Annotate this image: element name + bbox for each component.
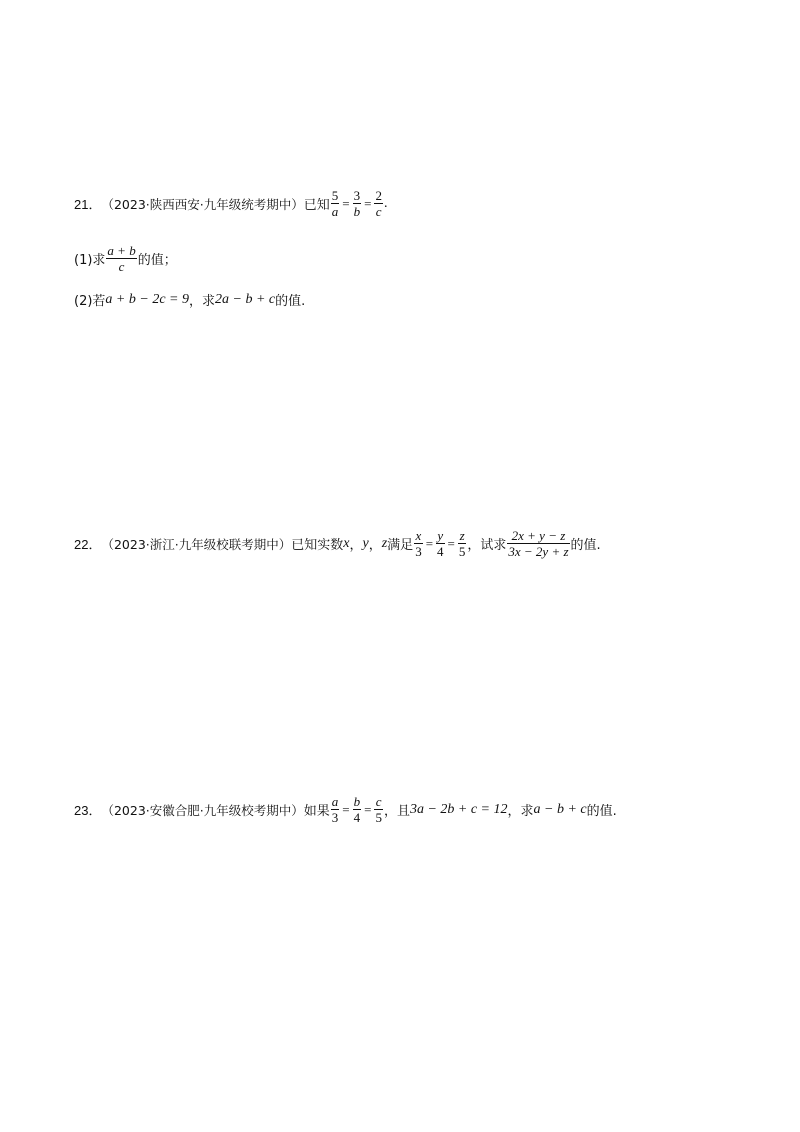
question-21-part-2 <box>74 290 305 309</box>
fraction <box>353 188 362 219</box>
question-text: ，求 <box>507 804 534 819</box>
part-text: 的值. <box>275 294 306 309</box>
question-text: 如果 <box>303 804 330 819</box>
numerator: y <box>437 528 444 543</box>
question-text: 已知实数 <box>291 538 344 553</box>
target-expression: a − b + c <box>533 801 587 817</box>
fraction <box>353 794 362 825</box>
variable: x <box>343 535 350 551</box>
numerator: b <box>353 794 361 809</box>
question-source: （2023·浙江·九年级校联考期中） <box>101 536 292 552</box>
part-label: (1)求 <box>74 253 106 268</box>
denominator: 3 <box>331 810 339 825</box>
part-text: 的值； <box>137 253 177 268</box>
numerator: z <box>459 528 465 543</box>
comma: ， <box>349 538 363 553</box>
fraction <box>106 243 136 274</box>
question-number: 21． <box>74 197 102 212</box>
comma: ， <box>368 538 382 553</box>
fraction <box>458 528 467 559</box>
numerator: c <box>375 794 382 809</box>
equals-sign: = <box>447 535 455 551</box>
equals-sign: = <box>342 195 350 211</box>
denominator: 3x − 2y + z <box>508 544 569 559</box>
question-source: （2023·陕西西安·九年级统考期中） <box>101 196 304 212</box>
question-text: ，且 <box>383 804 410 819</box>
condition-equation: a + b − 2c = 9 <box>105 291 189 307</box>
numerator: 5 <box>331 188 339 203</box>
question-number: 22． <box>74 537 102 552</box>
question-text: 的值. <box>586 804 617 819</box>
question-21 <box>74 188 387 219</box>
question-23 <box>74 794 617 825</box>
fraction <box>507 528 569 559</box>
equals-sign: = <box>425 535 434 551</box>
question-text: ，试求 <box>467 538 507 553</box>
equals-sign: = <box>364 195 372 211</box>
question-number: 23． <box>74 803 102 818</box>
numerator: a + b <box>107 243 136 258</box>
equals-sign: = <box>364 801 372 817</box>
denominator: b <box>353 204 361 219</box>
numerator: 3 <box>353 188 361 203</box>
variable: y <box>362 535 369 551</box>
question-22 <box>74 528 601 559</box>
fraction <box>331 188 340 219</box>
fraction <box>414 528 423 559</box>
denominator: c <box>375 204 382 219</box>
variable: z <box>381 535 388 551</box>
fraction <box>374 188 383 219</box>
question-text: 的值. <box>570 538 601 553</box>
numerator: x <box>415 528 422 543</box>
part-label: (2)若 <box>74 294 106 309</box>
denominator: 3 <box>415 544 422 559</box>
denominator: a <box>331 204 339 219</box>
condition-equation: 3a − 2b + c = 12 <box>409 801 508 817</box>
denominator: 5 <box>458 544 466 559</box>
numerator: 2x + y − z <box>511 528 566 543</box>
question-21-part-1 <box>74 243 177 274</box>
equals-sign: = <box>342 801 350 817</box>
period: . <box>383 195 388 211</box>
denominator: 4 <box>353 810 361 825</box>
question-text: 已知 <box>303 198 330 213</box>
target-expression: 2a − b + c <box>215 291 276 307</box>
part-text: ，求 <box>188 294 215 309</box>
denominator: 5 <box>375 810 382 825</box>
numerator: 2 <box>375 188 382 203</box>
fraction <box>331 794 340 825</box>
fraction <box>374 794 383 825</box>
question-source: （2023·安徽合肥·九年级校考期中） <box>101 802 304 818</box>
numerator: a <box>331 794 339 809</box>
question-text: 满足 <box>387 538 414 553</box>
denominator: c <box>118 259 125 274</box>
denominator: 4 <box>437 544 444 559</box>
fraction <box>436 528 445 559</box>
